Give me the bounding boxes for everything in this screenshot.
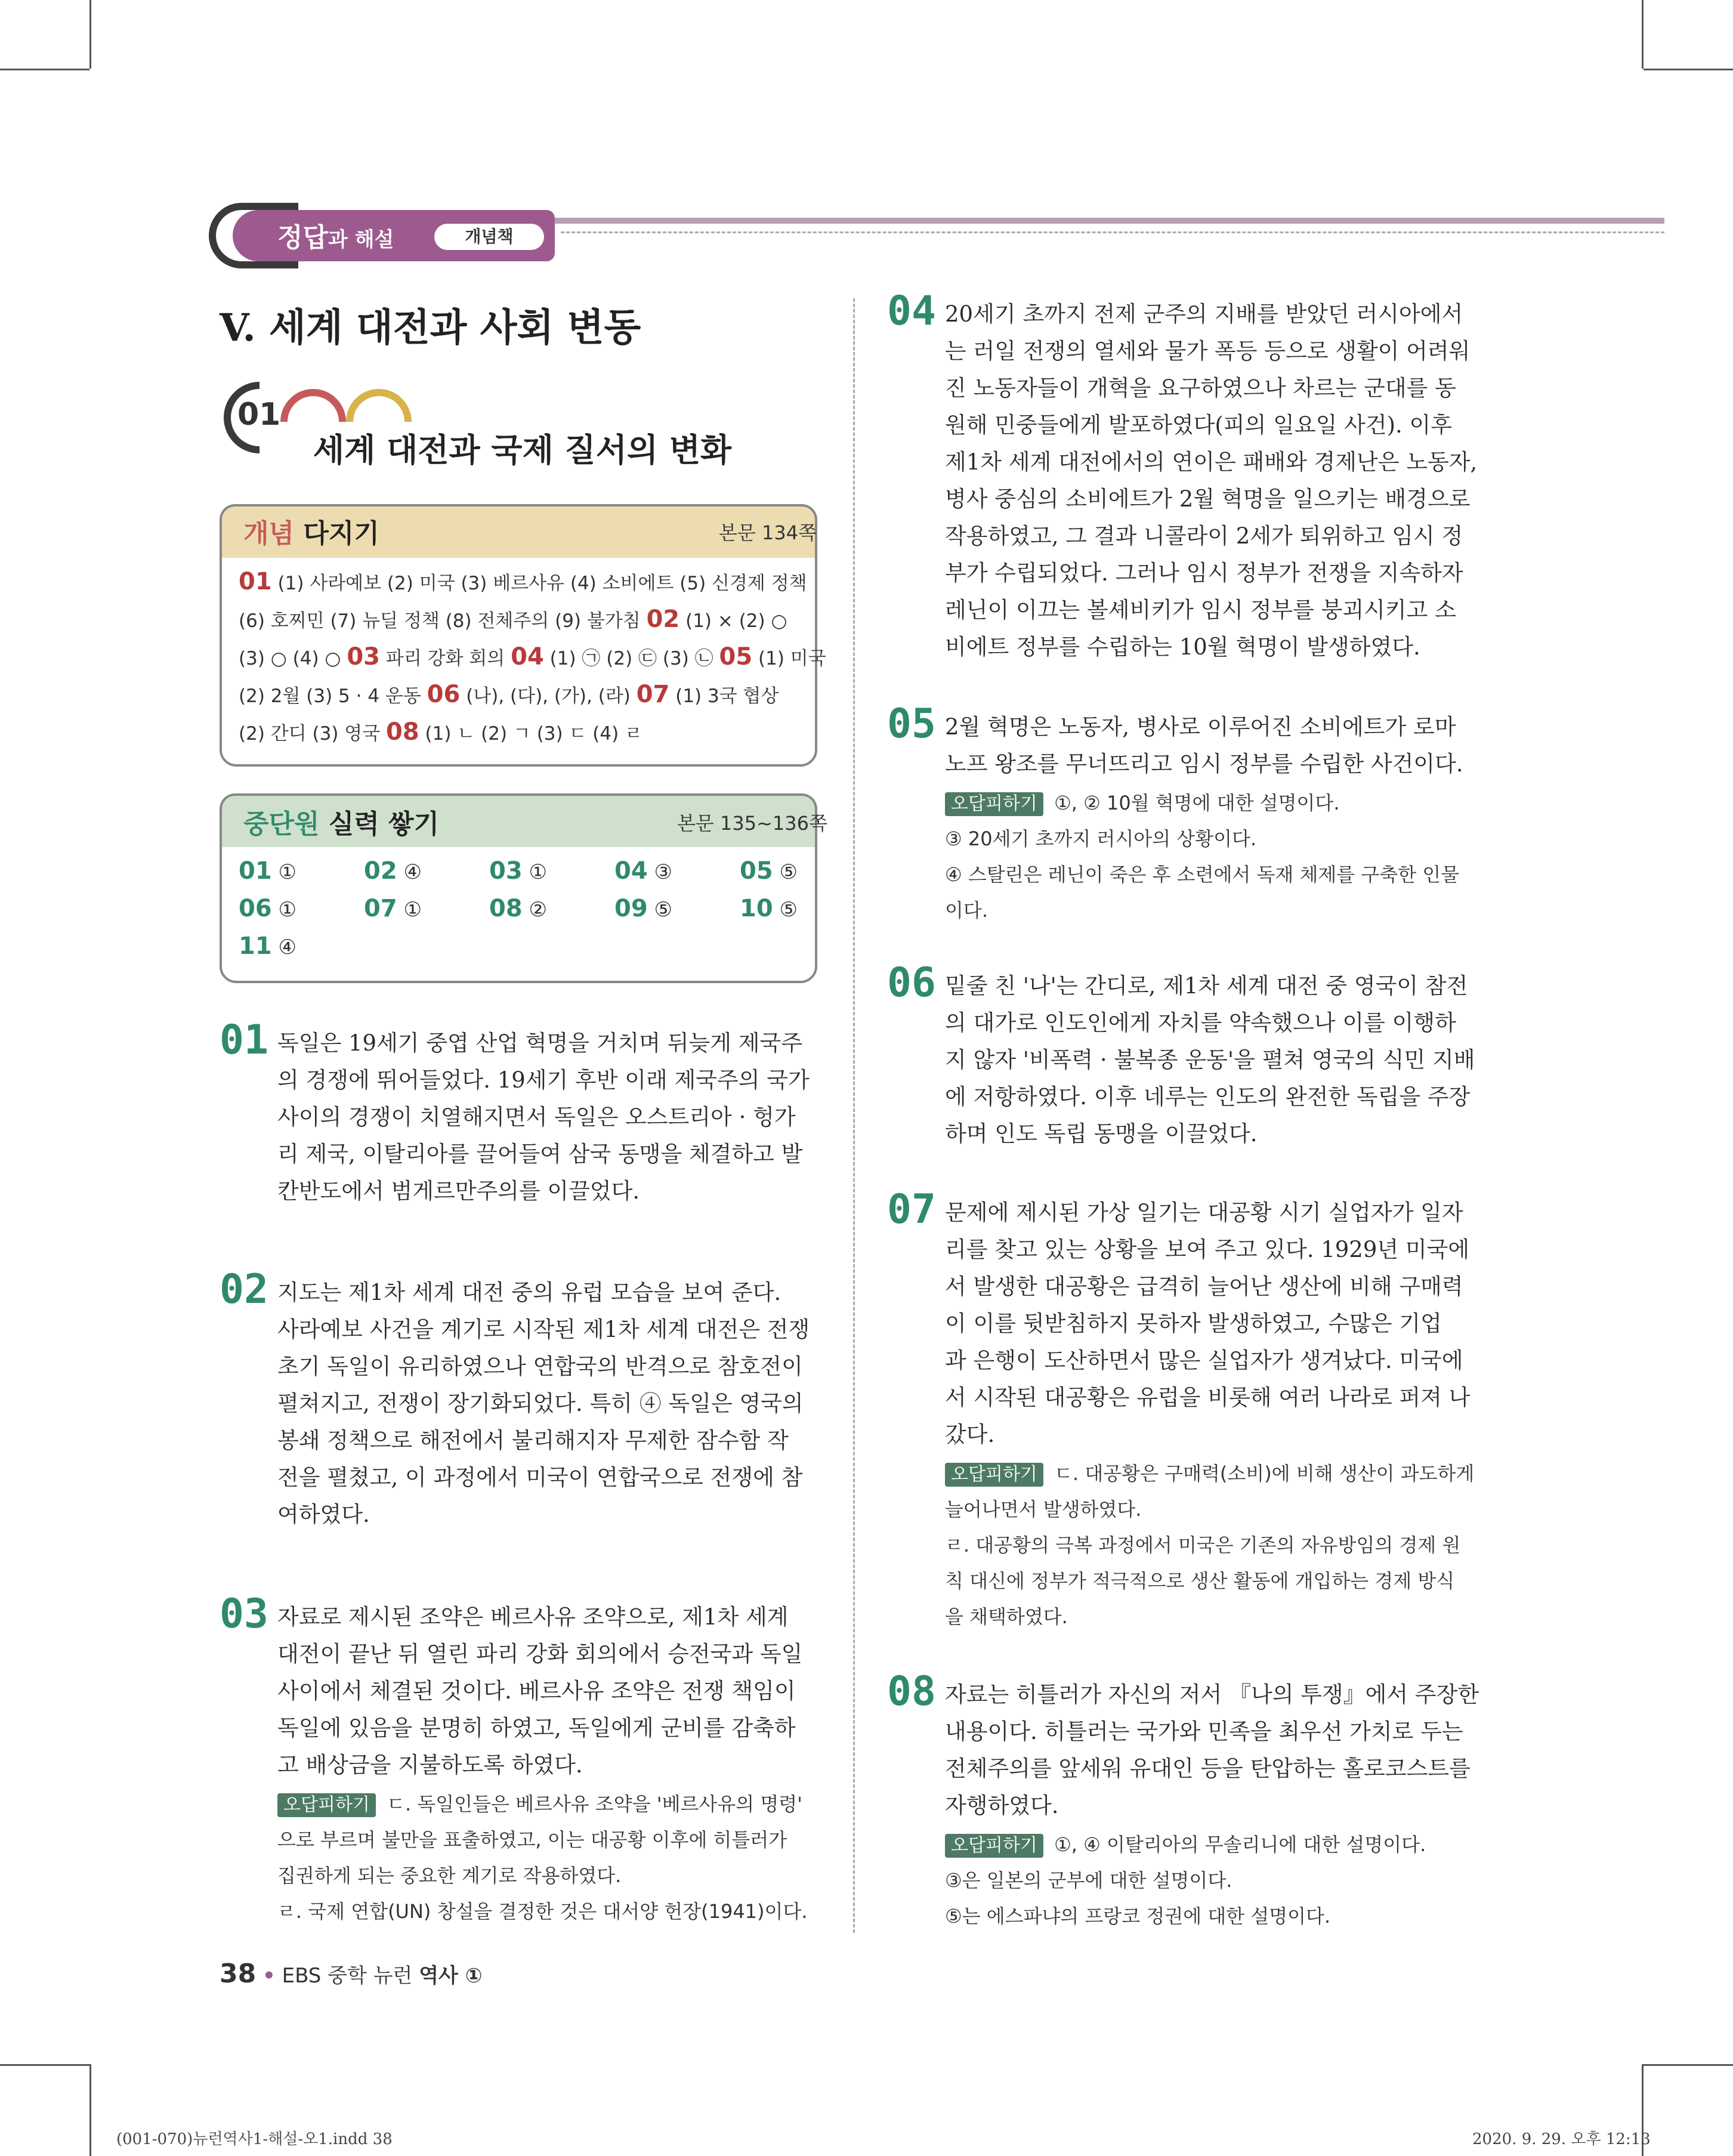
- note-line: [945, 821, 1490, 857]
- explanation-line: 지 않자 '비폭력 · 불복종 운동'을 펼쳐 영국의 식민 지배: [945, 1047, 1475, 1073]
- explanation-line: 독일에 있음을 분명히 하였고, 독일에게 군비를 감축하: [277, 1715, 796, 1741]
- explanation-line: 전체주의를 앞세워 유대인 등을 탄압하는 홀로코스트를: [945, 1756, 1471, 1781]
- skill-question-number: 03: [489, 857, 523, 885]
- note-text: ①, ② 10월 혁명에 대한 설명이다.: [1048, 792, 1340, 814]
- explanation-line: 초기 독일이 유리하였으나 연합국의 반격으로 참호전이: [277, 1354, 803, 1379]
- explanation-line: 갔다.: [945, 1422, 995, 1447]
- explanation-line: 20세기 초까지 전제 군주의 지배를 받았던 러시아에서: [945, 301, 1463, 327]
- skill-answer-text: ⑤: [773, 898, 798, 922]
- explanation-line: 노프 왕조를 무너뜨리고 임시 정부를 수립한 사건이다.: [945, 751, 1463, 777]
- skill-answer: [239, 932, 296, 960]
- concept-question-number: 05: [719, 643, 753, 671]
- concept-answer-text: (2) 2월 (3) 5 · 4 운동: [239, 685, 427, 707]
- note-line: [277, 1894, 817, 1929]
- explanation-line: 펼쳐지고, 전쟁이 장기화되었다. 특히 ④ 독일은 영국의: [277, 1391, 804, 1416]
- skill-question-number: 05: [740, 857, 773, 885]
- explanation-line: 제1차 세계 대전에서의 연이은 패배와 경제난은 노동자,: [945, 449, 1478, 475]
- note-text: 집권하게 되는 중요한 계기로 작용하였다.: [277, 1864, 622, 1887]
- concept-answer-text: (1) ㄴ (2) ㄱ (3) ㄷ (4) ㄹ: [419, 723, 642, 745]
- skill-question-number: 10: [740, 895, 773, 922]
- concept-answer-text: (1) 사라예보 (2) 미국 (3) 베르사유 (4) 소비에트 (5) 신경제 정책: [271, 573, 807, 594]
- header-rule: [555, 218, 1664, 224]
- note-text: ⑤는 에스파냐의 프랑코 정권에 대한 설명이다.: [945, 1905, 1331, 1928]
- skill-question-number: 11: [239, 932, 272, 960]
- note-line: [945, 1527, 1490, 1563]
- explanation-line: 하며 인도 독립 동맹을 이끌었다.: [945, 1121, 1258, 1147]
- skill-answer: [614, 857, 672, 885]
- note-line: [277, 1858, 817, 1894]
- explanation-line: 사이에서 체결된 것이다. 베르사유 조약은 전쟁 책임이: [277, 1678, 796, 1704]
- header-dashed-rule: [561, 231, 1664, 233]
- explanation-line: 서 시작된 대공황은 유럽을 비롯해 여러 나라로 퍼져 나: [945, 1385, 1471, 1410]
- skill-answer-text: ①: [522, 860, 547, 884]
- question-explanation: [277, 1274, 817, 1533]
- note-line: [945, 1862, 1490, 1898]
- crop-mark: [0, 2064, 89, 2066]
- skill-answer: [364, 857, 422, 885]
- explanation-line: 봉쇄 정책으로 해전에서 불리해지자 무제한 잠수함 작: [277, 1428, 789, 1453]
- note-line: [277, 1822, 817, 1858]
- skill-answer: [364, 895, 422, 922]
- wrong-answer-tag: 오답피하기: [277, 1793, 376, 1817]
- explanation-line: 자행하였다.: [945, 1793, 1059, 1818]
- note-line: [277, 1786, 817, 1822]
- explanation-line: 밑줄 친 '나'는 간디로, 제1차 세계 대전 중 영국이 참전: [945, 973, 1468, 999]
- note-line: [945, 1898, 1490, 1934]
- header-title: 정답과 해설: [277, 223, 394, 253]
- slug-date: 2020. 9. 29. 오후 12:13: [1472, 2130, 1651, 2148]
- explanation-line: 고 배상금을 지불하도록 하였다.: [277, 1752, 583, 1778]
- skill-answer: [489, 857, 547, 885]
- concept-line: [239, 643, 826, 671]
- header-pill: 개념책: [434, 224, 544, 250]
- note-text: 칙 대신에 정부가 적극적으로 생산 활동에 개입하는 경제 방식: [945, 1570, 1455, 1592]
- note-line: [945, 892, 1490, 928]
- concept-line: [239, 568, 807, 595]
- explanation-line: 과 은행이 도산하면서 많은 실업자가 생겨났다. 미국에: [945, 1348, 1463, 1373]
- concept-answer-text: (나), (다), (가), (라): [460, 685, 637, 707]
- skill-answer-text: ①: [271, 860, 296, 884]
- note-line: [945, 857, 1490, 892]
- note-text: ③ 20세기 초까지 러시아의 상황이다.: [945, 827, 1257, 850]
- explanation-line: 원해 민중들에게 발포하였다(피의 일요일 사건). 이후: [945, 412, 1453, 438]
- question-number: 08: [887, 1668, 936, 1715]
- skill-answer: [239, 895, 296, 922]
- concept-question-number: 08: [386, 718, 419, 746]
- wrong-answer-tag: 오답피하기: [945, 1834, 1043, 1858]
- concept-box-title: 개념 다지기: [243, 518, 379, 549]
- note-text: 을 채택하였다.: [945, 1605, 1068, 1628]
- wrong-answer-note: [945, 785, 1490, 928]
- note-line: [945, 1491, 1490, 1527]
- explanation-line: 서 발생한 대공황은 급격히 늘어난 생산에 비해 구매력: [945, 1274, 1463, 1299]
- explanation-line: 는 러일 전쟁의 열세와 물가 폭등 등으로 생활이 어려워: [945, 338, 1471, 364]
- explanation-line: 리 제국, 이탈리아를 끌어들여 삼국 동맹을 체결하고 발: [277, 1141, 803, 1167]
- concept-answer-text: (2) 간디 (3) 영국: [239, 723, 387, 745]
- concept-answer-text: (6) 호찌민 (7) 뉴딜 정책 (8) 전체주의 (9) 불가침: [239, 610, 647, 632]
- skill-answer: [740, 857, 798, 885]
- note-text: ㄷ. 대공황은 구매력(소비)에 비해 생산이 과도하게: [1048, 1462, 1475, 1485]
- explanation-line: 칸반도에서 범게르만주의를 이끌었다.: [277, 1178, 640, 1204]
- unit-title: V. 세계 대전과 사회 변동: [220, 305, 641, 350]
- skill-question-number: 07: [364, 895, 397, 922]
- question-number: 04: [887, 288, 936, 335]
- wrong-answer-note: [277, 1786, 817, 1929]
- note-text: 이다.: [945, 899, 988, 922]
- explanation-line: 독일은 19세기 중엽 산업 혁명을 거치며 뒤늦게 제국주: [277, 1030, 802, 1056]
- explanation-line: 2월 혁명은 노동자, 병사로 이루어진 소비에트가 로마: [945, 714, 1456, 740]
- concept-question-number: 03: [347, 643, 381, 671]
- concept-question-number: 06: [427, 681, 461, 708]
- skill-answer: [239, 857, 296, 885]
- skill-answer-text: ①: [397, 898, 422, 922]
- question-explanation: [945, 968, 1490, 1153]
- concept-answer-text: 파리 강화 회의: [380, 648, 511, 669]
- slug-file: (001-070)뉴런역사1-해설-오1.indd 38: [116, 2130, 393, 2148]
- concept-answer-text: (3) ○ (4) ○: [239, 648, 347, 669]
- note-text: ①, ④ 이탈리아의 무솔리니에 대한 설명이다.: [1048, 1833, 1426, 1856]
- skill-question-number: 09: [614, 895, 648, 922]
- question-number: 05: [887, 700, 936, 748]
- note-text: ㄷ. 독일인들은 베르사유 조약을 '베르사유의 명령': [380, 1793, 802, 1815]
- crop-mark: [1644, 2064, 1733, 2066]
- chapter-title: 세계 대전과 국제 질서의 변화: [313, 431, 732, 469]
- explanation-line: 여하였다.: [277, 1502, 370, 1527]
- explanation-line: 부가 수립되었다. 그러나 임시 정부가 전쟁을 지속하자: [945, 560, 1463, 586]
- explanation-line: 진 노동자들이 개혁을 요구하였으나 차르는 군대를 동: [945, 375, 1456, 401]
- question-explanation: [945, 1194, 1490, 1453]
- concept-box-page: 본문 134쪽: [719, 521, 817, 544]
- explanation-line: 이 이를 뒷받침하지 못하자 발생하였고, 수많은 기업: [945, 1311, 1442, 1336]
- skill-answer: [614, 895, 672, 922]
- explanation-line: 사라예보 사건을 계기로 시작된 제1차 세계 대전은 전쟁: [277, 1317, 810, 1342]
- concept-answer-text: (1) 3국 협상: [669, 685, 779, 707]
- concept-line: [239, 718, 642, 746]
- note-text: 으로 부르며 불만을 표출하였고, 이는 대공황 이후에 히틀러가: [277, 1828, 787, 1851]
- question-explanation: [277, 1025, 817, 1210]
- concept-answer-text: (1) × (2) ○: [679, 610, 787, 632]
- explanation-line: 내용이다. 히틀러는 국가와 민족을 최우선 가치로 두는: [945, 1719, 1463, 1744]
- chapter-number: 01: [237, 397, 281, 433]
- question-number: 01: [220, 1017, 268, 1064]
- concept-question-number: 04: [511, 643, 544, 671]
- explanation-line: 전을 펼쳤고, 이 과정에서 미국이 연합국으로 전쟁에 참: [277, 1465, 803, 1490]
- skill-answer-text: ④: [271, 935, 296, 959]
- skill-answer-text: ⑤: [647, 898, 672, 922]
- question-number: 03: [220, 1590, 268, 1638]
- note-text: ㄹ. 대공황의 극복 과정에서 미국은 기존의 자유방임의 경제 원: [945, 1534, 1461, 1556]
- explanation-line: 리를 찾고 있는 상황을 보여 주고 있다. 1929년 미국에: [945, 1237, 1470, 1262]
- crop-mark: [89, 2064, 91, 2156]
- note-line: [945, 1599, 1490, 1635]
- skill-question-number: 08: [489, 895, 523, 922]
- explanation-line: 문제에 제시된 가상 일기는 대공황 시기 실업자가 일자: [945, 1200, 1463, 1225]
- question-number: 02: [220, 1266, 268, 1313]
- concept-line: [239, 681, 779, 708]
- question-explanation: [945, 296, 1490, 666]
- crop-mark: [0, 69, 89, 70]
- explanation-line: 대전이 끝난 뒤 열린 파리 강화 회의에서 승전국과 독일: [277, 1641, 803, 1667]
- explanation-line: 의 경쟁에 뛰어들었다. 19세기 후반 이래 제국주의 국가: [277, 1067, 810, 1093]
- skill-answer-text: ④: [397, 860, 422, 884]
- note-line: [945, 1456, 1490, 1491]
- wrong-answer-tag: 오답피하기: [945, 792, 1043, 816]
- wrong-answer-note: [945, 1456, 1490, 1635]
- concept-question-number: 02: [646, 606, 680, 633]
- explanation-line: 자료는 히틀러가 자신의 저서 『나의 투쟁』에서 주장한: [945, 1682, 1479, 1707]
- concept-question-number: 07: [636, 681, 670, 708]
- question-number: 06: [887, 959, 936, 1006]
- explanation-line: 자료로 제시된 조약은 베르사유 조약으로, 제1차 세계: [277, 1604, 789, 1630]
- explanation-line: 에 저항하였다. 이후 네루는 인도의 완전한 독립을 주장: [945, 1084, 1471, 1110]
- skill-answer-text: ③: [647, 860, 672, 884]
- note-text: ④ 스탈린은 레닌이 죽은 후 소련에서 독재 체제를 구축한 인물: [945, 863, 1460, 886]
- note-text: ㄹ. 국제 연합(UN) 창설을 결정한 것은 대서양 헌장(1941)이다.: [277, 1900, 808, 1923]
- question-explanation: [945, 709, 1490, 783]
- skill-answer-text: ②: [522, 898, 547, 922]
- wrong-answer-note: [945, 1827, 1490, 1934]
- note-text: ③은 일본의 군부에 대한 설명이다.: [945, 1869, 1232, 1892]
- explanation-line: 병사 중심의 소비에트가 2월 혁명을 일으키는 배경으로: [945, 486, 1471, 512]
- concept-answer-text: (1) 미국: [752, 648, 826, 669]
- concept-answer-text: (1) ㉠ (2) ㉢ (3) ㉡: [543, 648, 719, 669]
- explanation-line: 지도는 제1차 세계 대전 중의 유럽 모습을 보여 준다.: [277, 1280, 781, 1305]
- note-text: 늘어나면서 발생하였다.: [945, 1498, 1142, 1521]
- crop-mark: [1644, 69, 1733, 70]
- skill-answer-text: ⑤: [773, 860, 798, 884]
- question-number: 07: [887, 1186, 936, 1233]
- crop-mark: [1642, 0, 1644, 69]
- note-line: [945, 1827, 1490, 1862]
- skill-answer: [489, 895, 547, 922]
- skill-question-number: 06: [239, 895, 272, 922]
- skill-question-number: 04: [614, 857, 648, 885]
- explanation-line: 의 대가로 인도인에게 자치를 약속했으나 이를 이행하: [945, 1010, 1456, 1036]
- crop-mark: [89, 0, 91, 69]
- skill-answer: [740, 895, 798, 922]
- concept-line: [239, 606, 787, 633]
- wrong-answer-tag: 오답피하기: [945, 1463, 1043, 1487]
- skill-box-title: 중단원 실력 쌓기: [243, 809, 440, 839]
- explanation-line: 레닌이 이끄는 볼셰비키가 임시 정부를 붕괴시키고 소: [945, 597, 1456, 623]
- column-divider: [853, 298, 855, 1933]
- question-explanation: [277, 1599, 817, 1784]
- note-line: [945, 785, 1490, 821]
- note-line: [945, 1563, 1490, 1599]
- explanation-line: 작용하였고, 그 결과 니콜라이 2세가 퇴위하고 임시 정: [945, 523, 1463, 549]
- explanation-line: 사이의 경쟁이 치열해지면서 독일은 오스트리아 · 헝가: [277, 1104, 796, 1130]
- concept-question-number: 01: [239, 568, 272, 595]
- page-footer: 38 • EBS 중학 뉴런 역사 ①: [220, 1959, 483, 1989]
- skill-answer-text: ①: [271, 898, 296, 922]
- skill-question-number: 01: [239, 857, 272, 885]
- skill-box-page: 본문 135~136쪽: [677, 812, 827, 835]
- question-explanation: [945, 1676, 1490, 1824]
- explanation-line: 비에트 정부를 수립하는 10월 혁명이 발생하였다.: [945, 634, 1420, 660]
- skill-question-number: 02: [364, 857, 397, 885]
